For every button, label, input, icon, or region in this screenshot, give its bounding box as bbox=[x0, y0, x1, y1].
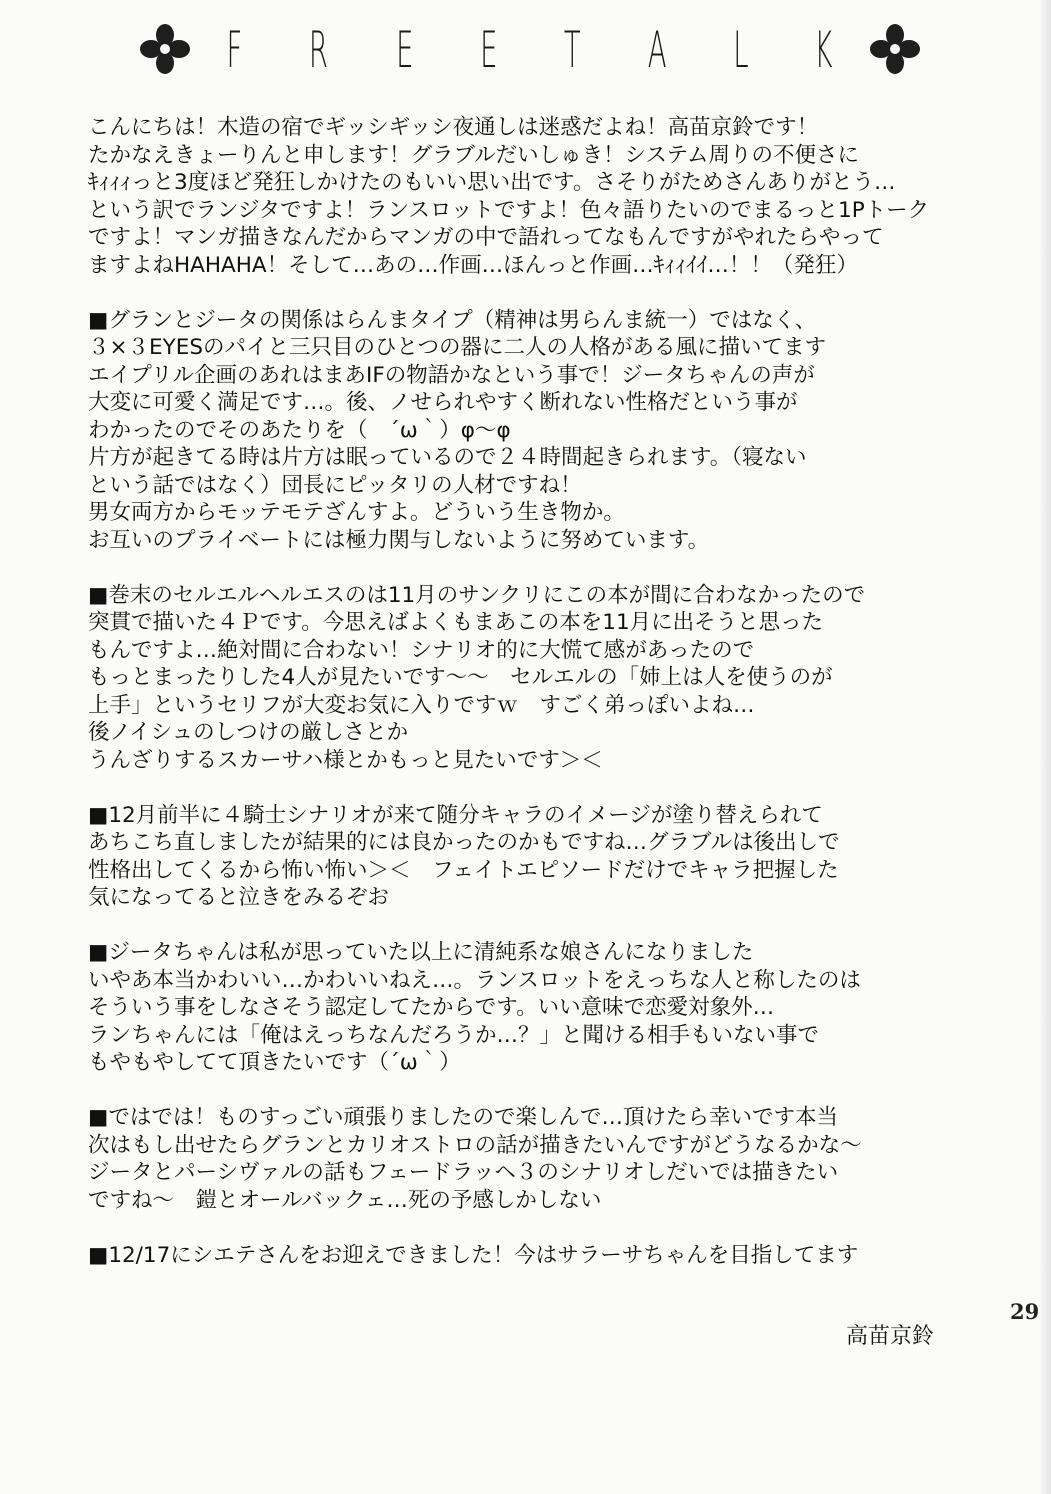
text-line: 突貫で描いた４Ｐです。今思えばよくもまあこの本を11月に出そうと思った bbox=[88, 610, 824, 635]
text-line: もっとまったりした4人が見たいです～～ セルエルの「姉上は人を使うのが bbox=[88, 665, 833, 690]
text-line: あちこち直しましたが結果的には良かったのかもですね…グラブルは後出しで bbox=[88, 830, 840, 855]
text-line: 後ノイシュのしつけの厳しさとか bbox=[88, 720, 409, 745]
text-line: 気になってると泣きをみるぞお bbox=[88, 885, 390, 910]
text-line: エイプリル企画のあれはまあIFの物語かなという事で！ジータちゃんの声が bbox=[88, 362, 815, 388]
text-line: 次はもし出せたらグランとカリオストロの話が描きたいんですがどうなるかな～ bbox=[88, 1132, 862, 1158]
text-line: ■12月前半に４騎士シナリオが来て随分キャラのイメージが塗り替えられて bbox=[88, 802, 823, 828]
text-line: 片方が起きてる時は片方は眠っているので２４時間起きられます。（寝ない bbox=[88, 445, 807, 470]
text-line: お互いのプライベートには極力関与しないように努めています。 bbox=[88, 527, 710, 553]
paragraph bbox=[88, 307, 988, 555]
text-line: ■12/17にシエテさんをお迎えできました！今はサラーサちゃんを目指してます bbox=[88, 1242, 859, 1268]
author-signature: 高苗京鈴 bbox=[846, 1324, 935, 1349]
page-edge-shadow bbox=[1039, 0, 1051, 1494]
title-letter: T bbox=[563, 21, 581, 79]
paragraph bbox=[88, 1104, 988, 1214]
text-line: わかったのでそのあたりを（ ´ω｀）φ～φ bbox=[88, 417, 511, 443]
text-line: 上手」というセリフが大変お気に入りですｗ すごく弟っぽいよね… bbox=[88, 692, 755, 718]
paragraph bbox=[88, 582, 988, 775]
header bbox=[130, 14, 930, 84]
text-line: という訳でランジタですよ！ランスロットですよ！色々語りたいのでまるっと1Pトーク bbox=[88, 197, 930, 223]
text-line: もやもやしてて頂きたいです（´ω｀） bbox=[88, 1050, 461, 1075]
text-line: ですね～ 鎧とオールバックェ…死の予感しかしない bbox=[88, 1187, 602, 1213]
text-line: ジータとパーシヴァルの話もフェードラッヘ３のシナリオしだいでは描きたい bbox=[88, 1160, 839, 1185]
title-letter: E bbox=[479, 21, 498, 79]
free-talk-body bbox=[88, 114, 988, 1297]
text-line: ｷｨｨｨっと3度ほど発狂しかけたのもいい思い出です。さそりがためさんありがとう… bbox=[88, 170, 896, 195]
paragraph bbox=[88, 802, 988, 912]
text-line: そういう事をしなさそう認定してたからです。いい意味で恋愛対象外… bbox=[88, 995, 775, 1020]
title-letter: K bbox=[814, 21, 833, 79]
text-line: 男女両方からモッテモテざんすよ。どういう生き物か。 bbox=[88, 500, 625, 525]
paragraph bbox=[88, 939, 988, 1077]
flower-icon bbox=[138, 22, 192, 76]
text-line: ■巻末のセルエルヘルエスのは11月のサンクリにこの本が間に合わなかったので bbox=[88, 582, 866, 608]
text-line: ■グランとジータの関係はらんまタイプ（精神は男らんま統一）ではなく、 bbox=[88, 307, 817, 333]
title-letter: E bbox=[395, 21, 414, 79]
text-line: 大変に可愛く満足です…。後、ノせられやすく断れない性格だという事が bbox=[88, 390, 798, 415]
text-line: ますよねHAHAHA！そして…あの…作画…ほんっと作画…ｷｨｨｲｲ…！！（発狂） bbox=[88, 252, 858, 278]
page-title bbox=[220, 20, 840, 80]
paragraph bbox=[88, 1242, 988, 1270]
text-line: うんざりするスカーサハ様とかもっと見たいです＞＜ bbox=[88, 747, 603, 773]
page-number: 29 bbox=[1010, 1299, 1040, 1324]
text-line: という話ではなく）団長にピッタリの人材ですね！ bbox=[88, 472, 582, 498]
text-line: 性格出してくるから怖い怖い＞＜ フェイトエピソードだけでキャラ把握した bbox=[88, 857, 839, 883]
text-line: ■ではでは！ものすっごい頑張りましたので楽しんで…頂けたら幸いです本当 bbox=[88, 1105, 839, 1130]
text-line: もんですよ…絶対間に合わない！シナリオ的に大慌て感があったので bbox=[88, 637, 755, 663]
text-line: ３×３EYESのパイと三只目のひとつの器に二人の人格がある風に描いてます bbox=[88, 335, 827, 360]
text-line: たかなえきょーりんと申します！グラブルだいしゅき！システム周りの不便さに bbox=[88, 142, 859, 168]
title-letter: F bbox=[226, 21, 243, 79]
text-line: いやあ本当かわいい…かわいいねえ…。ランスロットをえっちな人と称したのは bbox=[88, 967, 861, 993]
text-line: ■ジータちゃんは私が思っていた以上に清純系な娘さんになりました bbox=[88, 940, 754, 965]
text-line: こんにちは！木造の宿でギッシギッシ夜通しは迷惑だよね！高苗京鈴です！ bbox=[88, 115, 819, 140]
title-letter: R bbox=[309, 21, 329, 79]
title-letter: L bbox=[733, 21, 749, 79]
text-line: ですよ！マンガ描きなんだからマンガの中で語れってなもんですがやれたらやって bbox=[88, 225, 884, 250]
text-line: ランちゃんには「俺はえっちなんだろうか…？」と聞ける相手もいない事で bbox=[88, 1022, 820, 1048]
flower-icon bbox=[868, 22, 922, 76]
title-letter: A bbox=[647, 21, 667, 79]
paragraph bbox=[88, 114, 988, 279]
